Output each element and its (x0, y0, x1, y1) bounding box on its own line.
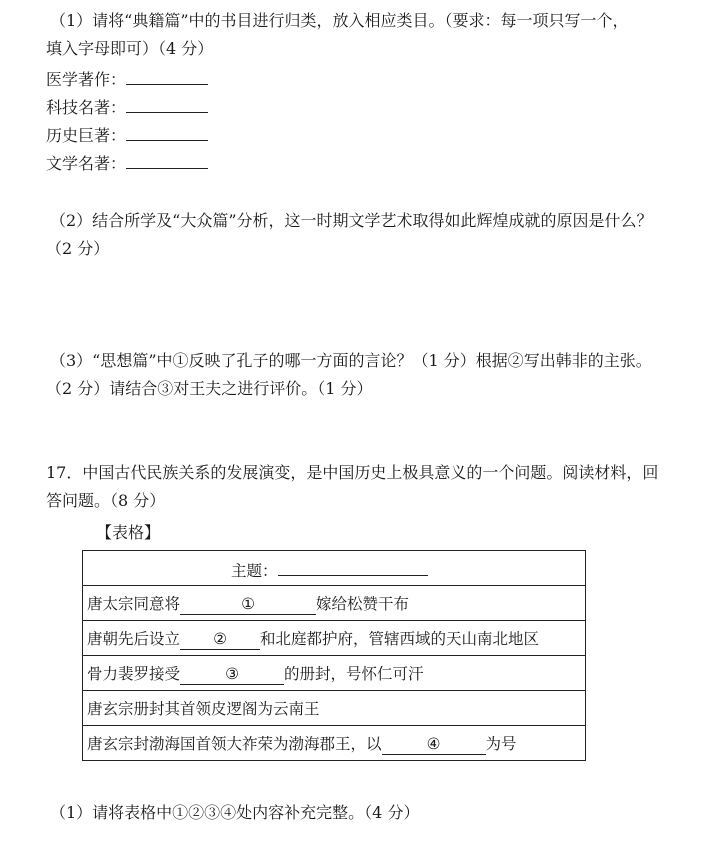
category-row-medical (46, 68, 208, 91)
answer-slot-2[interactable]: ② (180, 629, 260, 650)
theme-label: 主题： (231, 562, 278, 580)
table-row (83, 691, 586, 726)
row-text-after: 的册封，号怀仁可汗 (284, 664, 424, 683)
theme-cell (83, 551, 586, 586)
row-text-before: 唐朝先后设立 (87, 629, 181, 648)
q2-line2: （2 分） (46, 239, 110, 258)
answer-slot-1[interactable]: ① (180, 594, 316, 615)
row-text-after: 为号 (485, 734, 517, 753)
category-label: 科技名著： (46, 98, 127, 117)
category-label: 文学名著： (46, 154, 127, 173)
answer-blank[interactable] (126, 124, 208, 141)
category-row-literature (46, 152, 208, 175)
row-text-before: 唐太宗同意将 (87, 594, 181, 613)
table-cell (83, 621, 586, 656)
theme-blank[interactable] (278, 555, 428, 576)
q3-line1: （3）“思想篇”中①反映了孔子的哪一方面的言论？（1 分）根据②写出韩非的主张。 (50, 351, 652, 370)
q17-line1: 17．中国古代民族关系的发展演变，是中国历史上极具意义的一个问题。阅读材料，回 (46, 463, 659, 482)
category-label: 医学著作： (46, 70, 127, 89)
category-row-history (46, 124, 208, 147)
table-cell (83, 726, 586, 761)
table-cell (83, 656, 586, 691)
row-text-before: 骨力裴罗接受 (87, 664, 181, 683)
table-row (83, 551, 586, 586)
q17-line2: 答问题。（8 分） (46, 491, 166, 510)
q2-line1: （2）结合所学及“大众篇”分析，这一时期文学艺术取得如此辉煌成就的原因是什么？ (50, 211, 653, 230)
category-label: 历史巨著： (46, 126, 127, 145)
answer-blank[interactable] (126, 96, 208, 113)
answer-blank[interactable] (126, 68, 208, 85)
table-cell (83, 691, 586, 726)
table-row (83, 656, 586, 691)
row-text-before: 唐玄宗册封其首领皮逻阁为云南王 (87, 700, 320, 718)
materials-table (82, 550, 586, 761)
table-row (83, 726, 586, 761)
row-text-after: 和北庭都护府，管辖西域的天山南北地区 (260, 629, 540, 648)
table-heading: 【表格】 (96, 523, 161, 542)
row-text-before: 唐玄宗封渤海国首领大祚荣为渤海郡王，以 (87, 734, 382, 753)
q17-sub1: （1）请将表格中①②③④处内容补充完整。（4 分） (50, 803, 420, 822)
category-row-science (46, 96, 208, 119)
table-row (83, 621, 586, 656)
answer-slot-3[interactable]: ③ (180, 664, 284, 685)
table-row (83, 586, 586, 621)
q3-line2: （2 分）请结合③对王夫之进行评价。（1 分） (46, 379, 373, 398)
q1-line2: 填入字母即可）（4 分） (46, 39, 214, 58)
answer-blank[interactable] (126, 152, 208, 169)
q1-line1: （1）请将“典籍篇”中的书目进行归类，放入相应类目。（要求：每一项只写一个， (50, 11, 629, 30)
answer-slot-4[interactable]: ④ (382, 734, 486, 755)
row-text-after: 嫁给松赞干布 (316, 594, 410, 613)
table-cell (83, 586, 586, 621)
